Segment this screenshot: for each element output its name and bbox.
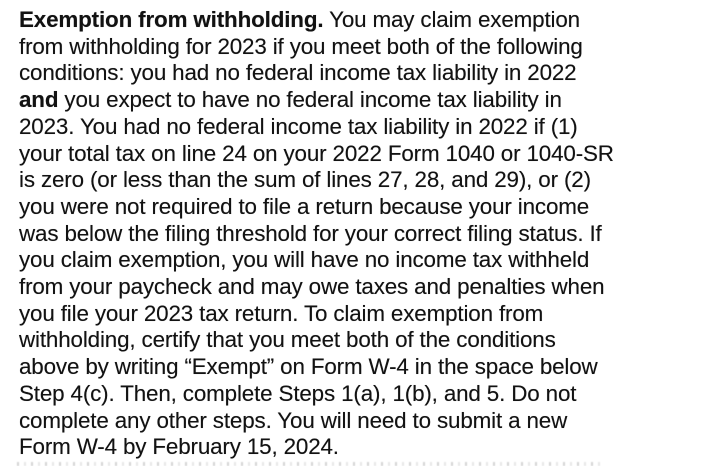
text-run: Form W-4 by February 15, 2024. xyxy=(19,434,339,460)
text-line xyxy=(19,194,712,221)
cutoff-next-line xyxy=(17,462,600,466)
text-run: Step 4(c). Then, complete Steps 1(a), 1(b), and 5. Do not xyxy=(19,380,577,406)
text-line xyxy=(19,34,712,61)
bold-text-run: Exemption from withholding. xyxy=(19,7,324,32)
text-run: complete any other steps. You will need to submit a new xyxy=(19,407,568,433)
text-run: from withholding for 2023 if you meet both of the following xyxy=(19,33,583,59)
text-line xyxy=(19,7,712,34)
text-run: you file your 2023 tax return. To claim exemption from xyxy=(19,300,544,326)
text-line xyxy=(19,114,712,141)
text-run: 2023. You had no federal income tax liability in 2022 if (1) xyxy=(19,113,578,139)
text-line xyxy=(19,381,712,408)
text-line xyxy=(19,87,712,114)
text-run: conditions: you had no federal income tax liability in 2022 xyxy=(19,60,577,86)
text-line xyxy=(19,141,712,168)
text-run: was below the filing threshold for your correct filing status. If xyxy=(19,220,602,246)
paragraph xyxy=(19,7,712,461)
text-line xyxy=(19,60,712,87)
instruction-text-page xyxy=(19,7,712,461)
text-run: You may claim exemption xyxy=(323,7,580,32)
text-run: withholding, certify that you meet both of the conditions xyxy=(19,327,556,353)
text-run: from your paycheck and may owe taxes and penalties when xyxy=(19,274,605,300)
text-line xyxy=(19,301,712,328)
text-line xyxy=(19,434,712,461)
text-line xyxy=(19,221,712,248)
bold-text-run: and xyxy=(19,87,59,113)
text-line xyxy=(19,167,712,194)
text-run: your total tax on line 24 on your 2022 Form 1040 or 1040-SR xyxy=(19,140,614,166)
text-line xyxy=(19,247,712,274)
text-line xyxy=(19,274,712,301)
text-run: you were not required to file a return because your income xyxy=(19,193,590,219)
text-line xyxy=(19,327,712,354)
text-line xyxy=(19,354,712,381)
text-run: is zero (or less than the sum of lines 27, 28, and 29), or (2) xyxy=(19,167,591,193)
text-run: you expect to have no federal income tax liability in xyxy=(58,87,562,113)
text-run: you claim exemption, you will have no income tax withheld xyxy=(19,247,590,273)
text-run: above by writing “Exempt” on Form W-4 in the space below xyxy=(19,354,598,380)
text-line xyxy=(19,408,712,435)
